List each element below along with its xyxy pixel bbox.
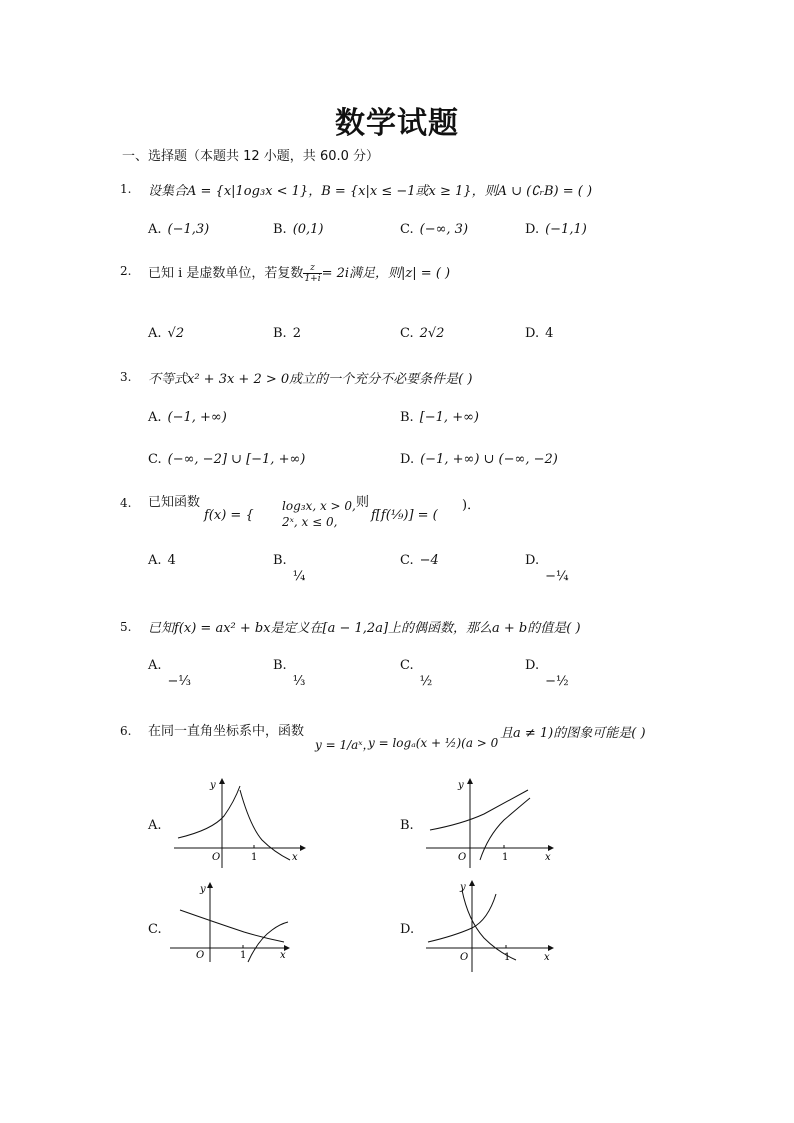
question-text-prefix: 已知函数 (148, 495, 201, 510)
origin-label: O (196, 950, 205, 961)
question-number: 2. (120, 264, 132, 278)
y-axis-arrow (467, 778, 473, 784)
function-name: f(x) = { (204, 508, 254, 523)
question-text: 设集合A = {x|1og₃x < 1}，B = {x|x ≤ −1或x ≥ 1}，则A ∪ (∁ᵣB) = ( ) (148, 184, 593, 199)
question-number: 3. (120, 370, 132, 384)
x-axis-arrow (548, 845, 554, 851)
graph-d[interactable] (424, 880, 564, 972)
origin-label: O (212, 852, 221, 863)
x-axis-label: x (544, 952, 550, 963)
option-a[interactable]: A. √2 (148, 326, 185, 341)
question-number: 4. (120, 496, 132, 510)
function-2: y = logₐ(x + ½)(a > 0 (368, 736, 499, 750)
question-number: 5. (120, 620, 132, 634)
question-text-then: 则 (356, 495, 370, 510)
option-a[interactable]: A. (−1, +∞) (148, 410, 227, 425)
option-d[interactable]: D. (−1,1) (525, 222, 587, 237)
curve-exp (178, 786, 240, 838)
option-b[interactable]: B. 2 (273, 326, 301, 341)
question-text-end: )． (462, 498, 481, 513)
option-c[interactable]: C. 2√2 (400, 326, 445, 341)
piece-1: log₃x, x > 0, (282, 499, 356, 513)
x-axis-label: x (280, 950, 286, 961)
option-d[interactable]: D.−½ (525, 658, 569, 689)
section-heading: 一、选择题（本题共 12 小题，共 60.0 分） (122, 149, 380, 164)
graph-label-d[interactable]: D. (400, 922, 415, 937)
option-b[interactable]: B.¼ (273, 553, 306, 584)
graph-label-b[interactable]: B. (400, 818, 414, 833)
y-axis-arrow (219, 778, 225, 784)
option-a[interactable]: A. (−1,3) (148, 222, 210, 237)
option-c[interactable]: C. −4 (400, 553, 439, 568)
x-axis-label: x (545, 852, 551, 863)
option-d[interactable]: D. (−1, +∞) ∪ (−∞, −2) (400, 452, 558, 467)
option-a[interactable]: A.−⅓ (148, 658, 192, 689)
option-a[interactable]: A. 4 (148, 553, 176, 568)
question-text-prefix: 在同一直角坐标系中，函数 (148, 724, 305, 739)
option-c[interactable]: C.½ (400, 658, 433, 689)
x-axis-arrow (300, 845, 306, 851)
x-axis-arrow (548, 945, 554, 951)
x-axis-label: x (292, 852, 298, 863)
fraction: $\frac{z}{1+i}$ (304, 263, 321, 284)
question-number: 1. (120, 182, 132, 196)
curve-log (240, 790, 290, 860)
curve-log (480, 798, 530, 860)
origin-label: O (460, 952, 469, 963)
curve-exp (430, 790, 528, 830)
option-b[interactable]: B.⅓ (273, 658, 306, 689)
question-number: 6. (120, 724, 132, 738)
graph-b[interactable] (424, 778, 564, 870)
question-text: 已知f(x) = ax² + bx是定义在[a − 1,2a]上的偶函数，那么a + b的值是( ) (148, 621, 581, 636)
piece-2: 2ˣ, x ≤ 0, (282, 515, 338, 529)
y-axis-label: y (200, 884, 206, 895)
origin-label: O (458, 852, 467, 863)
y-axis-arrow (469, 880, 475, 886)
graph-c[interactable] (168, 882, 298, 962)
function-1: y = 1/aˣ， (315, 738, 375, 752)
question-text-suffix: 且a ≠ 1)的图象可能是( ) (500, 726, 646, 741)
option-b[interactable]: B. (0,1) (273, 222, 324, 237)
tick-one-label: 1 (504, 952, 511, 963)
curve-log (462, 890, 516, 960)
y-axis-label: y (210, 780, 216, 791)
graph-a[interactable] (172, 778, 312, 870)
option-c[interactable]: C. (−∞, 3) (400, 222, 469, 237)
composition-expression: f[f(⅑)] = ( (371, 508, 438, 523)
y-axis-arrow (207, 882, 213, 888)
graph-label-a[interactable]: A. (148, 818, 162, 833)
option-b[interactable]: B. [−1, +∞) (400, 410, 479, 425)
curve-exp (180, 910, 284, 942)
curve-exp (428, 894, 496, 942)
question-text: 已知 i 是虚数单位，若复数 $\frac{z}{1+i}$ = 2i满足，则|z| = ( ) (148, 263, 451, 284)
option-c[interactable]: C. (−∞, −2] ∪ [−1, +∞) (148, 452, 306, 467)
tick-one-label: 1 (251, 852, 258, 863)
page-title: 数学试题 (335, 106, 459, 141)
graph-label-c[interactable]: C. (148, 922, 162, 937)
question-text: 不等式x² + 3x + 2 > 0成立的一个充分不必要条件是( ) (148, 372, 473, 387)
tick-one-label: 1 (502, 852, 509, 863)
option-d[interactable]: D. 4 (525, 326, 554, 341)
y-axis-label: y (460, 882, 466, 893)
y-axis-label: y (458, 780, 464, 791)
option-d[interactable]: D.−¼ (525, 553, 569, 584)
tick-one-label: 1 (240, 950, 247, 961)
